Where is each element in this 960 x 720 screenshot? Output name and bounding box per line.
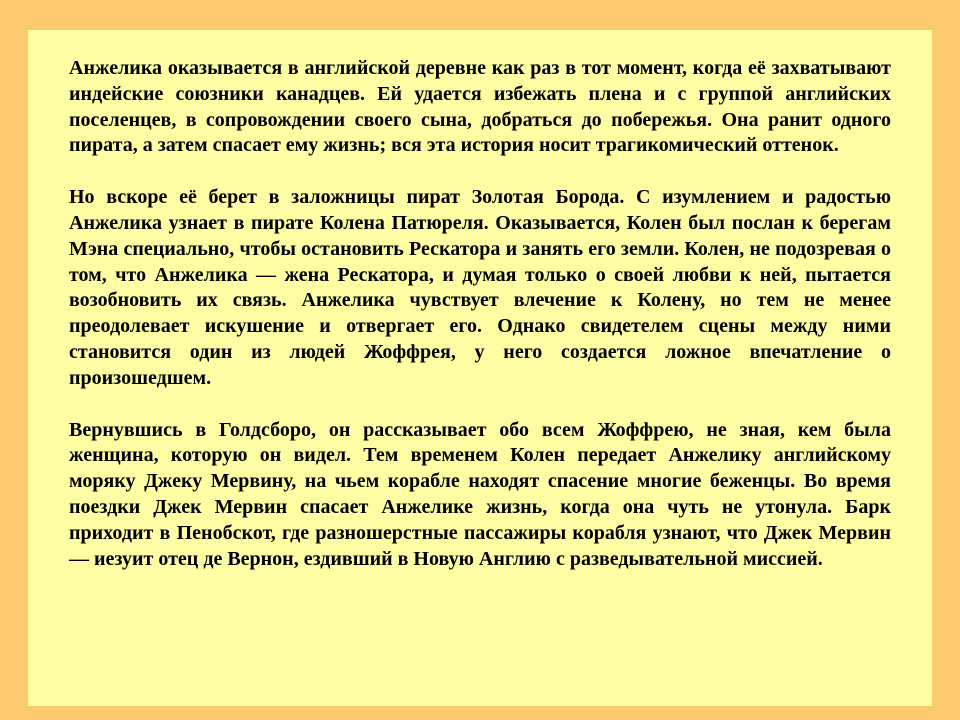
paragraph-1: Анжелика оказывается в английской деревне как раз в тот момент, когда её захватывают индейские союзники канадцев. Ей удается избежать плена и с группой английских поселенцев, в сопровождении своего сына, добраться до побережья. Она ранит одного пирата, а затем спасает ему жизнь; вся эта история носит трагикомический оттенок. <box>69 57 891 157</box>
paragraph-3: Вернувшись в Голдсборо, он рассказывает обо всем Жоффрею, не зная, кем была женщина, которую он видел. Тем временем Колен передает Анжелику английскому моряку Джеку Мервину, на чьем корабле находят спасение многие беженцы. Во время поездки Джек Мервин спасает Анжелике жизнь, когда она чуть не утонула. Барк приходит в Пенобскот, где разношерстные пассажиры корабля узнают, что Джек Мервин — иезуит отец де Вернон, ездивший в Новую Англию с разведывательной миссией. <box>69 418 891 570</box>
paragraph-2: Но вскоре её берет в заложницы пират Золотая Борода. С изумлением и радостью Анжелика узнает в пирате Колена Патюреля. Оказывается, Колен был послан к берегам Мэна специально, чтобы остановить Рескатора и занять его земли. Колен, не подозревая о том, что Анжелика — жена Рескатора, и думая только о своей любви к ней, пытается возобновить их связь. Анжелика чувствует влечение к Колену, но тем не менее преодолевает искушение и отвергает его. Однако свидетелем сцены между ними становится один из людей Жоффрея, у него создается ложное впечатление о произошедшем. <box>69 186 891 389</box>
text-body <box>69 56 891 598</box>
